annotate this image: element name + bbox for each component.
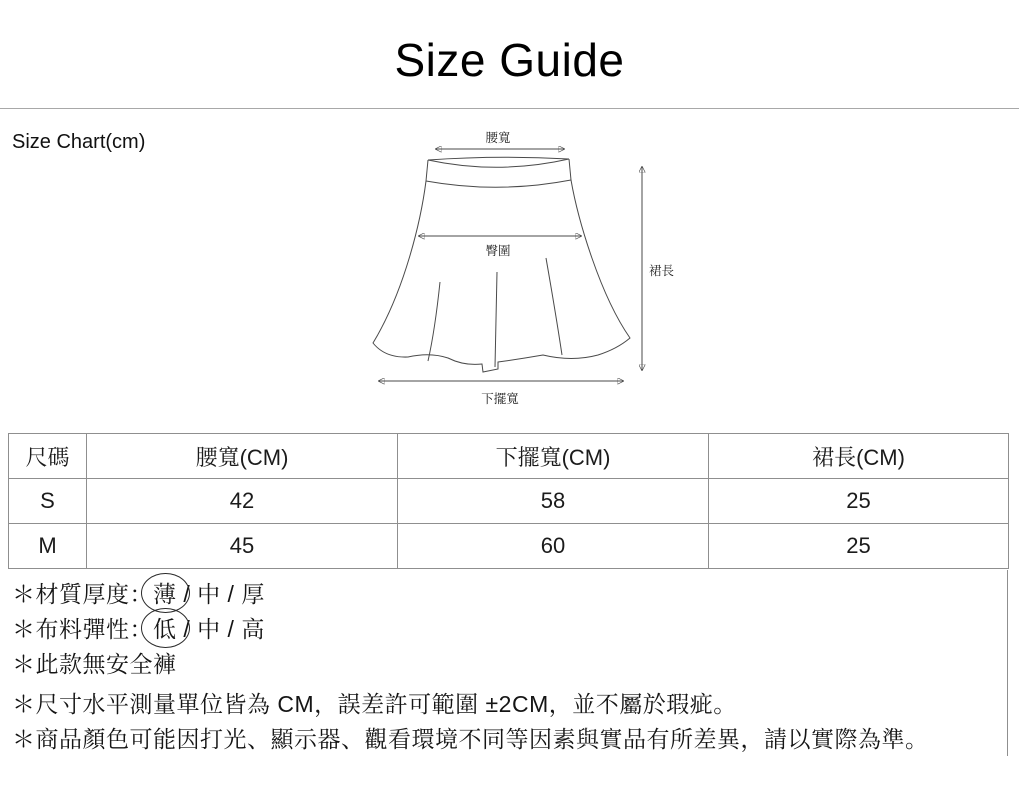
cell-size-m: M <box>9 524 87 569</box>
note-thickness-options: / 中 / 厚 <box>176 581 265 607</box>
waistband-top-rim <box>428 157 569 160</box>
cell-waist-m: 45 <box>87 524 398 569</box>
skirt-measurement-diagram <box>360 125 700 415</box>
cell-length-s: 25 <box>709 479 1009 524</box>
notes-right-border <box>1007 570 1008 756</box>
pleat-line-center <box>495 272 497 367</box>
note-fabric-elasticity <box>12 612 1002 647</box>
cell-hem-s: 58 <box>398 479 709 524</box>
note-thickness-prefix: ＊材質厚度： <box>12 581 153 607</box>
page-title: Size Guide <box>394 34 625 86</box>
note-color-disclaimer: ＊商品顏色可能因打光、顯示器、觀看環境不同等因素與實品有所差異，請以實際為準。 <box>12 726 929 752</box>
pleat-line-right <box>546 258 562 355</box>
col-header-hem: 下擺寬(CM) <box>398 434 709 479</box>
waistband-left-edge <box>426 160 428 181</box>
cell-hem-m: 60 <box>398 524 709 569</box>
col-header-waist: 腰寬(CM) <box>87 434 398 479</box>
waist-label: 腰寬 <box>485 131 511 145</box>
note-measurement-tolerance: ＊尺寸水平測量單位皆為 CM，誤差許可範圍 ±2CM，並不屬於瑕疵。 <box>12 691 737 717</box>
elasticity-value: 低 <box>153 616 177 642</box>
circled-thickness-value <box>153 577 177 612</box>
cell-size-s: S <box>9 479 87 524</box>
waistband-bottom <box>426 180 571 187</box>
circled-elasticity-value <box>153 612 177 647</box>
waistband-right-edge <box>569 159 571 180</box>
note-material-thickness <box>12 577 1002 612</box>
note-no-safety-shorts: ＊此款無安全褲 <box>12 651 177 677</box>
note-elasticity-options: / 中 / 高 <box>176 616 265 642</box>
title-divider <box>0 108 1019 109</box>
col-header-size: 尺碼 <box>9 434 87 479</box>
hem-label: 下擺寬 <box>481 392 519 406</box>
hip-label: 臀圍 <box>485 244 511 258</box>
length-label: 裙長 <box>649 264 675 278</box>
pleat-line-left <box>428 282 440 361</box>
size-table-header-row <box>9 434 1009 479</box>
cell-waist-s: 42 <box>87 479 398 524</box>
note-elasticity-prefix: ＊布料彈性： <box>12 616 153 642</box>
notes-section <box>12 577 1002 757</box>
size-chart-label: Size Chart(cm) <box>12 131 146 153</box>
table-row-m <box>9 524 1009 569</box>
col-header-length: 裙長(CM) <box>709 434 1009 479</box>
skirt-outline <box>373 180 630 372</box>
thickness-value: 薄 <box>153 581 177 607</box>
size-table <box>8 433 1009 569</box>
table-row-s <box>9 479 1009 524</box>
cell-length-m: 25 <box>709 524 1009 569</box>
waistband-front-rim <box>428 159 569 167</box>
